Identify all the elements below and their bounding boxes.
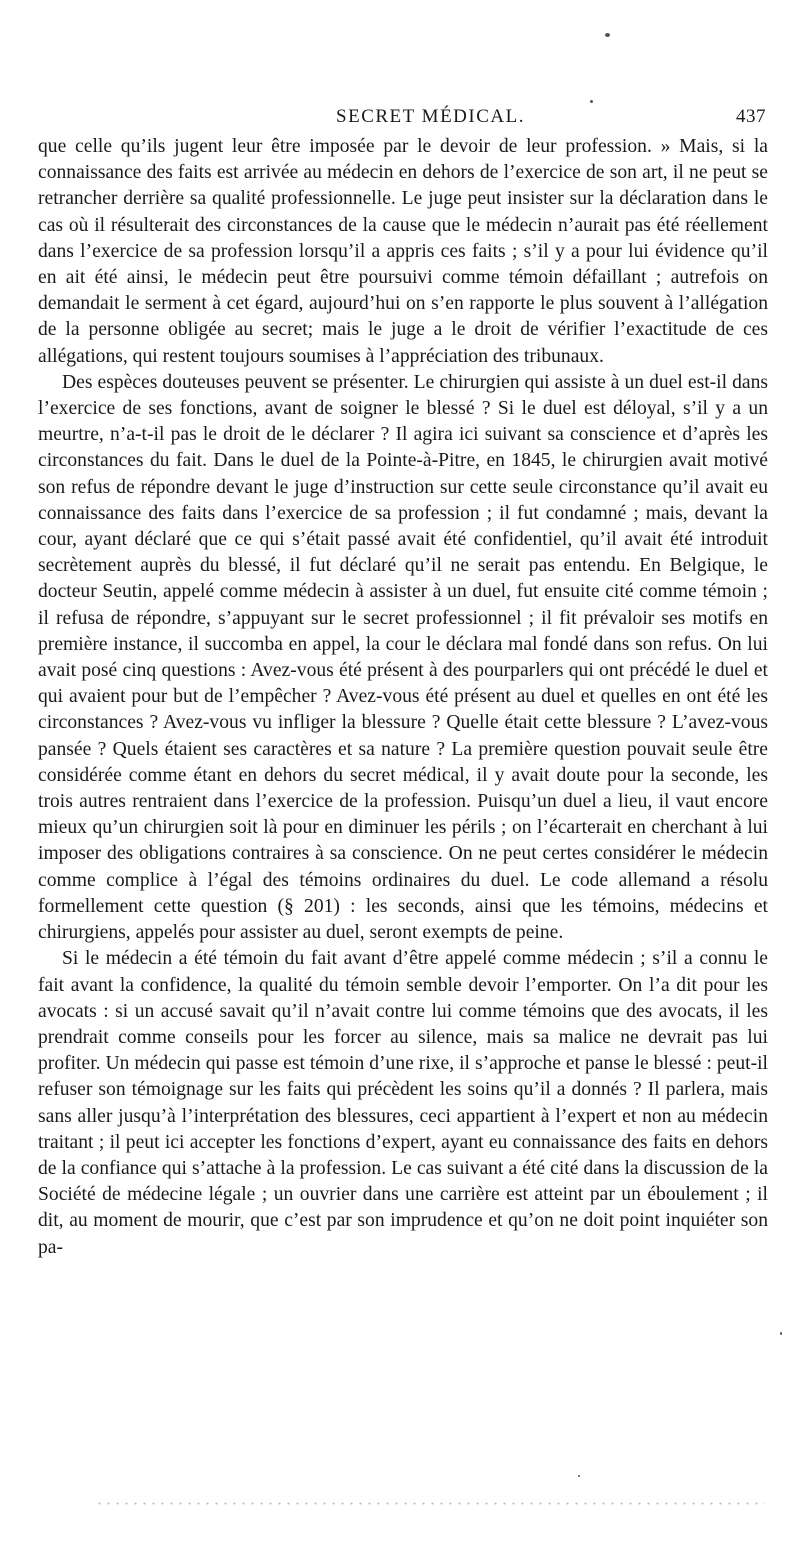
page-number: 437 [736, 106, 766, 127]
book-page [38, 100, 768, 1261]
paragraph-witness-before-physician: Si le médecin a été témoin du fait avant d’être appelé comme médecin ; s’il a connu le fait avant la confidence, la qualité du témoin semble devoir l’emporter. On l’a dit pour les avocats : si un accusé savait qu’il n’avait contre lui comme témoins que des avocats, il les prendrait comme conseils pour les forcer au silence, mais sa malice ne devrait pas lui profiter. Un médecin qui passe est témoin d’une rixe, il s’approche et panse le blessé : peut-il refuser son témoignage sur les faits qui précèdent les soins qu’il a donnés ? Il parlera, mais sans aller jusqu’à l’interprétation des blessures, ceci appartient à l’expert et non au médecin traitant ; il peut ici accepter les fonctions d’expert, ayant eu connaissance des faits en dehors de la confiance qui s’attache à la profession. Le cas suivant a été cité dans la discussion de la Société de médecine légale ; un ouvrier dans une carrière est atteint par un éboulement ; il dit, au moment de mourir, que c’est par son imprudence et qu’on ne doit point inquiéter son pa- [38, 948, 768, 1258]
body-text [38, 134, 768, 1261]
ink-speck [780, 1332, 782, 1335]
bottom-dotted-rule [95, 1502, 765, 1505]
paragraph-continuation: que celle qu’ils jugent leur être imposée par le devoir de leur profession. » Mais, si la connaissance des faits est arrivée au médecin en dehors de l’exercice de son art, il ne peut se retrancher derrière sa qualité professionnelle. Le juge peut insister sur la déclaration dans le cas où il résulterait des circonstances de la cause que le médecin n’aurait pas été réellement dans l’exercice de sa profession lorsqu’il a appris ces faits ; s’il y a pour lui évidence qu’il en ait été ainsi, le médecin peut être poursuivi comme témoin défaillant ; autrefois on demandait le serment à cet égard, aujourd’hui on s’en rapporte le plus souvent à l’allégation de la personne obligée au secret; mais le juge a le droit de vérifier l’exactitude de ces allégations, qui restent toujours soumises à l’appréciation des tribunaux. [38, 136, 768, 367]
paragraph-duel-cases: Des espèces douteuses peuvent se présenter. Le chirurgien qui assiste à un duel est-il dans l’exercice de ses fonctions, avant de soigner le blessé ? Si le duel est déloyal, s’il y a un meurtre, n’a-t-il pas le droit de le déclarer ? Il agira ici suivant sa conscience et d’après les circonstances du fait. Dans le duel de la Pointe-à-Pitre, en 1845, le chirurgien avait motivé son refus de répondre devant le juge d’instruction sur cette seule circonstance qu’il avait eu connaissance des faits dans l’exercice de sa profession ; il fut condamné ; mais, devant la cour, ayant déclaré que ce qui s’était passé avait été confidentiel, qu’il avait été introduit secrètement auprès du blessé, il fut déclaré qu’il ne serait pas entendu. En Belgique, le docteur Seutin, appelé comme médecin à assister à un duel, fut ensuite cité comme témoin ; il refusa de répondre, s’appuyant sur le secret professionnel ; il fit prévaloir ses motifs en première instance, il succomba en appel, la cour le déclara mal fondé dans son refus. On lui avait posé cinq questions : Avez-vous été présent à des pourparlers qui ont précédé le duel et qui avaient pour but de l’empêcher ? Avez-vous été présent au duel et quelles en ont été les circonstances ? Avez-vous vu infliger la blessure ? Quelle était cette blessure ? L’avez-vous pansée ? Quels étaient ses caractères et sa nature ? La première question pouvait seule être considérée comme étant en dehors du secret médical, il y avait doute pour la seconde, les trois autres rentraient dans l’exercice de la profession. Puisqu’un duel a lieu, il vaut encore mieux qu’un chirurgien soit là pour en diminuer les périls ; on l’écarterait en cherchant à lui imposer des obligations contraires à sa conscience. On ne peut certes considérer le médecin comme complice à l’égal des témoins ordinaires du duel. Le code allemand a résolu formellement cette question (§ 201) : les seconds, ainsi que les témoins, médecins et chirurgiens, appelés pour assister au duel, seront exempts de peine. [38, 371, 768, 944]
running-head-title: SECRET MÉDICAL. [336, 106, 525, 127]
running-head [38, 100, 768, 134]
ink-speck [578, 1475, 580, 1477]
ink-speck [605, 33, 610, 37]
